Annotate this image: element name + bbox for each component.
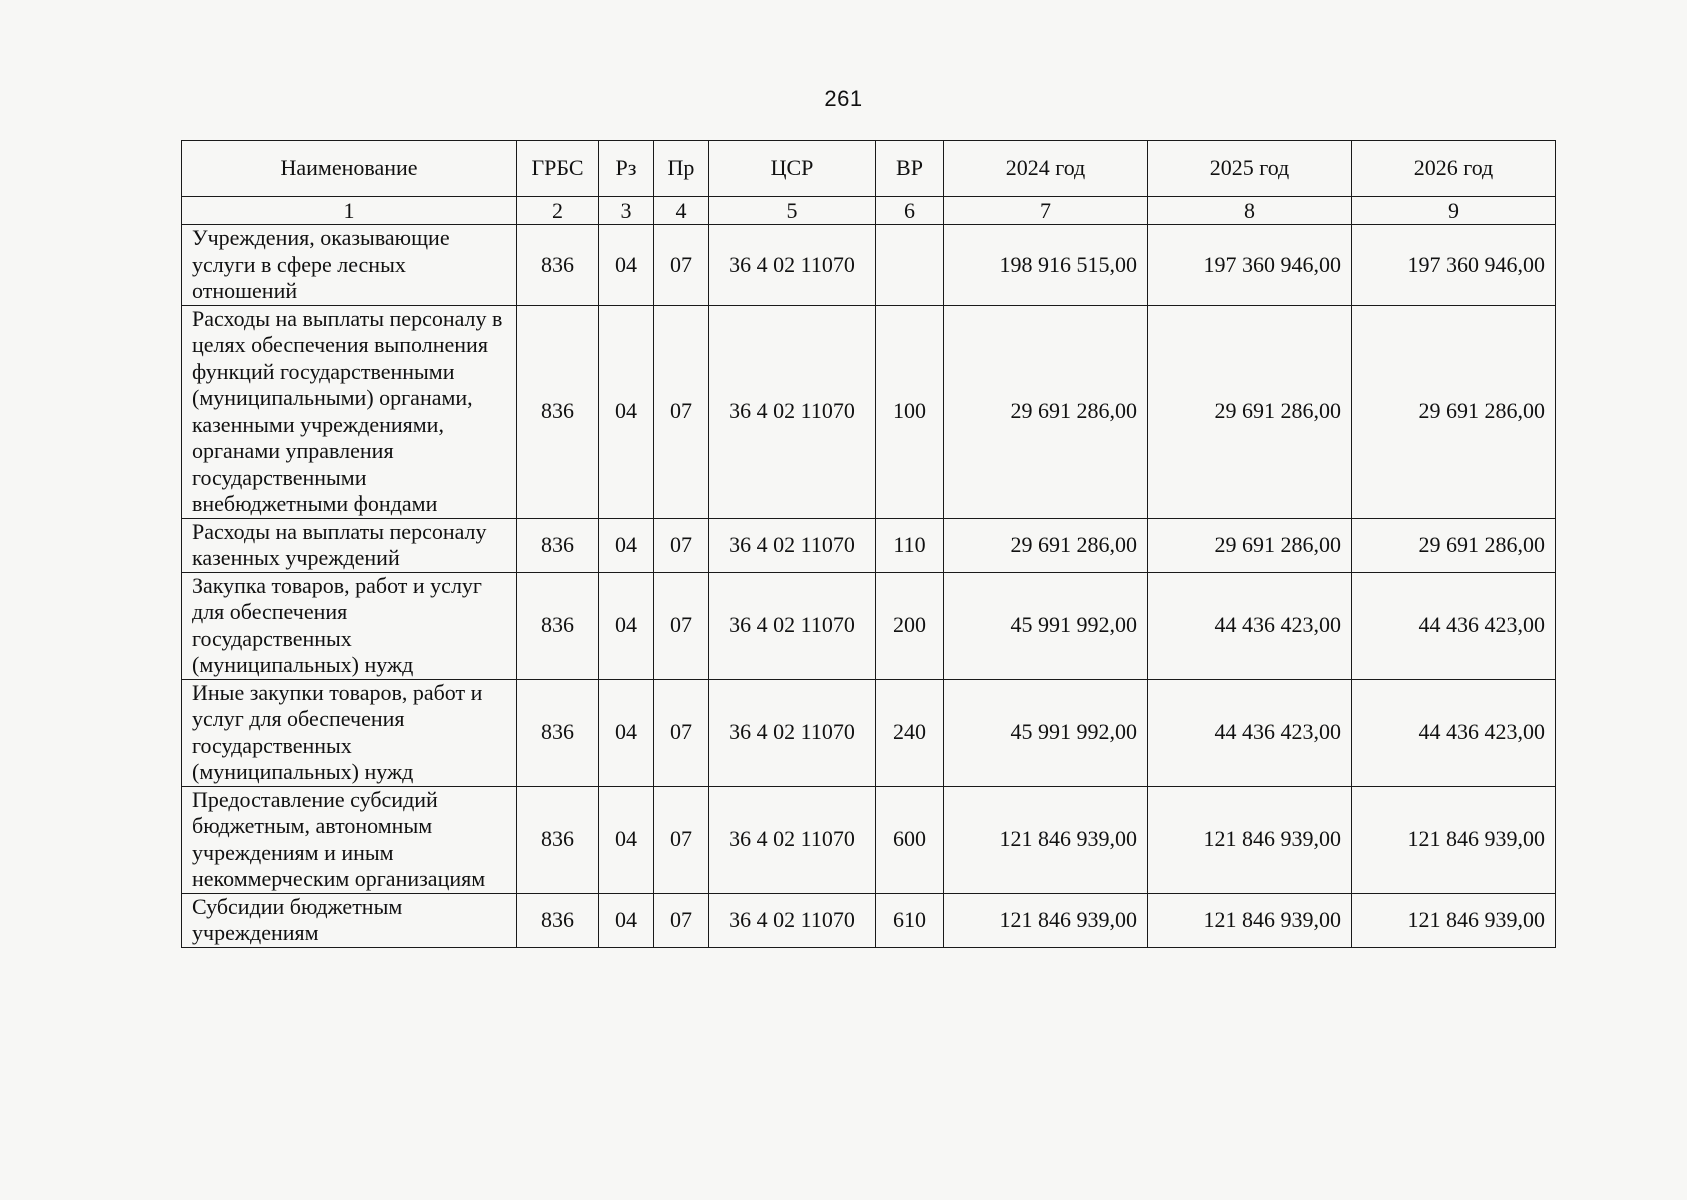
table-row [182,893,1556,947]
column-number-row [182,197,1556,225]
column-header: 2025 год [1148,141,1352,197]
table-row [182,786,1556,893]
grbs-cell: 836 [517,572,599,679]
vr-cell: 610 [876,893,944,947]
vr-cell: 100 [876,305,944,518]
csr-cell: 36 4 02 11070 [709,679,876,786]
budget-table [181,140,1556,948]
table-row [182,225,1556,306]
page-number: 261 [824,86,863,111]
vr-cell: 200 [876,572,944,679]
amount-2025: 29 691 286,00 [1148,305,1352,518]
column-number: 2 [517,197,599,225]
rz-cell: 04 [599,518,654,572]
amount-2024: 121 846 939,00 [944,893,1148,947]
column-header: Рз [599,141,654,197]
csr-cell: 36 4 02 11070 [709,305,876,518]
rz-cell: 04 [599,893,654,947]
column-number: 7 [944,197,1148,225]
amount-2026: 197 360 946,00 [1352,225,1556,306]
pr-cell: 07 [654,572,709,679]
row-name: Учреждения, оказывающие услуги в сфере лесных отношений [182,225,517,306]
rz-cell: 04 [599,305,654,518]
grbs-cell: 836 [517,518,599,572]
column-number: 6 [876,197,944,225]
amount-2024: 45 991 992,00 [944,679,1148,786]
amount-2025: 29 691 286,00 [1148,518,1352,572]
row-name: Субсидии бюджетным учреждениям [182,893,517,947]
table-row [182,305,1556,518]
csr-cell: 36 4 02 11070 [709,786,876,893]
csr-cell: 36 4 02 11070 [709,225,876,306]
rz-cell: 04 [599,679,654,786]
amount-2026: 121 846 939,00 [1352,786,1556,893]
row-name: Расходы на выплаты персоналу в целях обеспечения выполнения функций государственными (муниципальными) органами, казенными учреждениями, органами управления государственными внебюджетными фондами [182,305,517,518]
column-header: ГРБС [517,141,599,197]
pr-cell: 07 [654,518,709,572]
amount-2024: 121 846 939,00 [944,786,1148,893]
pr-cell: 07 [654,893,709,947]
pr-cell: 07 [654,305,709,518]
amount-2024: 198 916 515,00 [944,225,1148,306]
csr-cell: 36 4 02 11070 [709,518,876,572]
grbs-cell: 836 [517,305,599,518]
column-number: 1 [182,197,517,225]
header-row [182,141,1556,197]
column-header: ЦСР [709,141,876,197]
amount-2024: 45 991 992,00 [944,572,1148,679]
vr-cell: 600 [876,786,944,893]
column-number: 5 [709,197,876,225]
row-name: Расходы на выплаты персоналу казенных учреждений [182,518,517,572]
column-header: 2026 год [1352,141,1556,197]
table-row [182,679,1556,786]
amount-2025: 44 436 423,00 [1148,679,1352,786]
column-header: Пр [654,141,709,197]
column-header: ВР [876,141,944,197]
amount-2024: 29 691 286,00 [944,518,1148,572]
column-number: 8 [1148,197,1352,225]
column-header: Наименование [182,141,517,197]
rz-cell: 04 [599,225,654,306]
vr-cell: 110 [876,518,944,572]
column-header: 2024 год [944,141,1148,197]
rz-cell: 04 [599,572,654,679]
pr-cell: 07 [654,786,709,893]
rz-cell: 04 [599,786,654,893]
amount-2025: 121 846 939,00 [1148,893,1352,947]
amount-2025: 197 360 946,00 [1148,225,1352,306]
pr-cell: 07 [654,679,709,786]
vr-cell [876,225,944,306]
grbs-cell: 836 [517,679,599,786]
row-name: Иные закупки товаров, работ и услуг для обеспечения государственных (муниципальных) нужд [182,679,517,786]
grbs-cell: 836 [517,786,599,893]
column-number: 4 [654,197,709,225]
grbs-cell: 836 [517,225,599,306]
grbs-cell: 836 [517,893,599,947]
row-name: Предоставление субсидий бюджетным, автономным учреждениям и иным некоммерческим организациям [182,786,517,893]
amount-2025: 44 436 423,00 [1148,572,1352,679]
amount-2025: 121 846 939,00 [1148,786,1352,893]
row-name: Закупка товаров, работ и услуг для обеспечения государственных (муниципальных) нужд [182,572,517,679]
amount-2026: 29 691 286,00 [1352,518,1556,572]
amount-2026: 29 691 286,00 [1352,305,1556,518]
csr-cell: 36 4 02 11070 [709,893,876,947]
column-number: 9 [1352,197,1556,225]
csr-cell: 36 4 02 11070 [709,572,876,679]
amount-2024: 29 691 286,00 [944,305,1148,518]
table-row [182,518,1556,572]
amount-2026: 121 846 939,00 [1352,893,1556,947]
table-row [182,572,1556,679]
vr-cell: 240 [876,679,944,786]
column-number: 3 [599,197,654,225]
amount-2026: 44 436 423,00 [1352,679,1556,786]
pr-cell: 07 [654,225,709,306]
amount-2026: 44 436 423,00 [1352,572,1556,679]
